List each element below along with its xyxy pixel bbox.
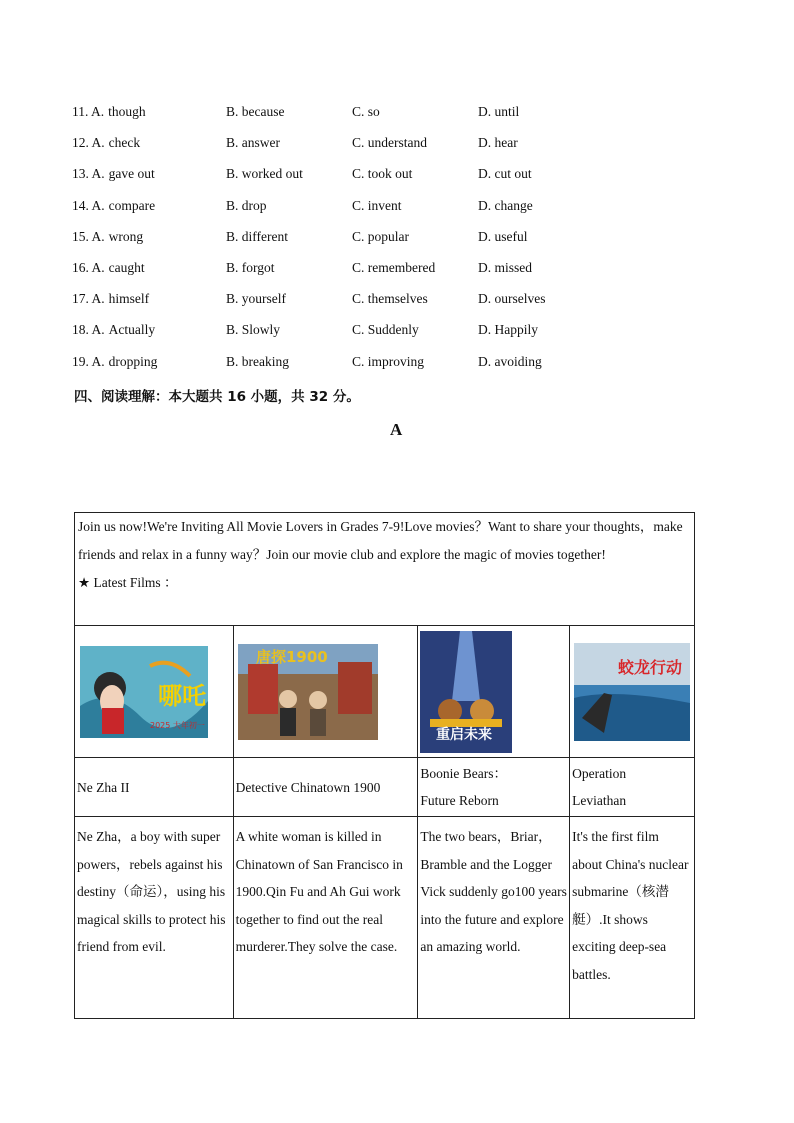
option-b: B. because: [226, 104, 285, 119]
club-intro-cell: [75, 513, 695, 626]
option-c: C. understand: [352, 135, 427, 151]
option-a: [72, 322, 155, 338]
film-desc-chinatown: A white woman is killed in Chinatown of San Francisco in 1900.Qin Fu and Ah Gui work together to find out the real murderer.They solve the case.: [233, 817, 418, 1019]
option-a-text: compare: [108, 197, 156, 213]
chinatown-poster-title: 唐探1900: [255, 647, 328, 666]
film-title-leviathan-line1: Operation: [572, 766, 627, 781]
option-a: [72, 198, 155, 214]
option-b: B. breaking: [226, 353, 289, 369]
option-c: C. remembered: [352, 260, 436, 275]
question-row: [0, 291, 794, 311]
option-b: B. drop: [226, 197, 267, 213]
boonie-poster-image: [420, 631, 512, 753]
poster-cell-nezha: [75, 626, 234, 758]
option-d: D. useful: [478, 228, 528, 244]
poster-cell-chinatown: [233, 626, 418, 758]
nezha-poster-title: 哪吒: [158, 681, 206, 710]
question-row: [0, 166, 794, 186]
film-title-boonie: [418, 758, 570, 817]
poster-cell-leviathan: [570, 626, 695, 758]
option-a: [72, 291, 149, 307]
option-a: [72, 135, 140, 151]
question-row: [0, 354, 794, 374]
option-c: C. improving: [352, 353, 425, 369]
question-number: 15. A.: [72, 228, 105, 244]
nezha-poster-date: 2025 大年初一: [150, 720, 205, 730]
option-b: B. different: [226, 228, 288, 244]
option-d: D. change: [478, 197, 533, 213]
question-number: 13. A.: [72, 166, 105, 182]
passage-label: A: [390, 420, 403, 439]
option-d: D. cut out: [478, 166, 532, 182]
question-number: 11. A.: [72, 104, 105, 119]
question-number: 18. A.: [72, 322, 105, 338]
film-title-leviathan: [570, 758, 695, 817]
film-desc-leviathan: It's the first film about China's nuclear submarine（核潜艇）.It shows exciting deep-sea battles.: [570, 817, 695, 1019]
question-number: 12. A.: [72, 135, 105, 151]
option-c: C. took out: [352, 166, 413, 182]
section-heading: 四、阅读理解：本大题共 16 小题，共 32 分。: [74, 389, 360, 405]
question-row: [0, 322, 794, 342]
option-b: B. answer: [226, 135, 280, 151]
question-number: 16. A.: [72, 260, 105, 275]
option-a: [72, 104, 146, 120]
option-b: B. forgot: [226, 260, 275, 275]
option-a: [72, 229, 143, 245]
leviathan-poster-image: [574, 643, 690, 741]
question-number: 14. A.: [72, 197, 105, 213]
question-row: [0, 260, 794, 280]
option-b: B. worked out: [226, 166, 303, 182]
option-b: B. yourself: [226, 291, 286, 307]
option-a-text: dropping: [108, 353, 158, 369]
film-title-chinatown: Detective Chinatown 1900: [233, 758, 418, 817]
question-row: [0, 229, 794, 249]
club-intro-text: Join us now!We're Inviting All Movie Lovers in Grades 7-9!Love movies？Want to share your thoughts，make friends and relax in a funny way？Join our movie club and explore the magic of movies together!: [78, 519, 683, 562]
option-a-text: though: [108, 104, 146, 119]
option-d: D. ourselves: [478, 291, 546, 307]
leviathan-poster-title: 蛟龙行动: [618, 657, 683, 677]
option-c: C. popular: [352, 228, 409, 244]
option-a-text: caught: [108, 260, 145, 275]
question-number: 19. A.: [72, 353, 105, 369]
option-a: [72, 354, 157, 370]
question-row: [0, 104, 794, 124]
option-c: C. invent: [352, 197, 402, 213]
question-row: [0, 135, 794, 155]
option-c: C. themselves: [352, 291, 428, 307]
option-d: D. avoiding: [478, 353, 542, 369]
option-a-text: himself: [108, 291, 150, 307]
boonie-poster-title: 重启未来: [436, 726, 493, 743]
option-a-text: gave out: [108, 166, 155, 182]
option-a: [72, 166, 155, 182]
option-d: D. until: [478, 104, 520, 119]
film-title-leviathan-line2: Leviathan: [572, 793, 627, 808]
movie-club-table: [74, 512, 695, 1019]
question-number: 17. A.: [72, 291, 105, 307]
film-desc-nezha: Ne Zha，a boy with super powers，rebels against his destiny（命运），using his magical skills to protect his friend from evil.: [75, 817, 234, 1019]
film-title-boonie-line2: Future Reborn: [420, 793, 499, 808]
option-a-text: wrong: [108, 228, 144, 244]
film-title-nezha: Ne Zha II: [75, 758, 234, 817]
film-desc-boonie: The two bears，Briar，Bramble and the Logger Vick suddenly go100 years into the future and explore an amazing world.: [418, 817, 570, 1019]
option-d: D. missed: [478, 260, 532, 275]
option-d: D. Happily: [478, 322, 538, 338]
nezha-poster-image: [80, 646, 208, 738]
option-a-text: Actually: [108, 322, 156, 338]
option-c: C. Suddenly: [352, 322, 419, 338]
chinatown-poster-image: [238, 644, 378, 740]
option-a-text: check: [108, 135, 141, 151]
poster-cell-boonie: [418, 626, 570, 758]
film-title-boonie-line1: Boonie Bears：: [420, 766, 507, 781]
option-c: C. so: [352, 104, 380, 119]
option-a: [72, 260, 145, 276]
option-d: D. hear: [478, 135, 518, 151]
option-b: B. Slowly: [226, 322, 281, 338]
latest-films-label: ★ Latest Films ：: [78, 575, 178, 590]
question-row: [0, 198, 794, 218]
